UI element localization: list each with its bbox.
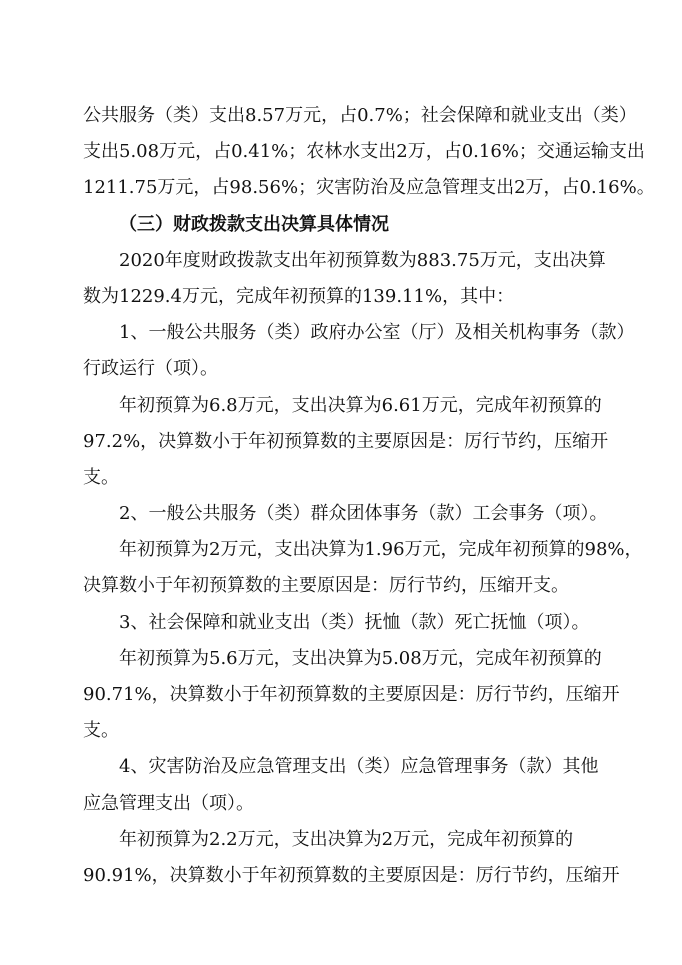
text-line: 97.2%，决算数小于年初预算数的主要原因是：厉行节约，压缩开 (83, 430, 609, 452)
text-line: 数为1229.4万元，完成年初预算的139.11%，其中： (83, 285, 515, 307)
text-line: 90.91%，决算数小于年初预算数的主要原因是：厉行节约，压缩开 (83, 864, 620, 886)
text-line: 支。 (83, 466, 119, 488)
text-line: 行政运行（项）。 (83, 358, 218, 380)
item-heading: 4、灾害防治及应急管理支出（类）应急管理事务（款）其他 (119, 756, 599, 778)
text-line: 2020年度财政拨款支出年初预算数为883.75万元，支出决算 (119, 249, 606, 271)
text-line: 决算数小于年初预算数的主要原因是：厉行节约，压缩开支。 (83, 575, 569, 597)
text-line: 年初预算为5.6万元，支出决算为5.08万元，完成年初预算的 (119, 647, 602, 669)
text-line: 年初预算为6.8万元，支出决算为6.61万元，完成年初预算的 (119, 394, 602, 416)
item-heading: 1、一般公共服务（类）政府办公室（厅）及相关机构事务（款） (119, 322, 635, 344)
text-line: 应急管理支出（项）。 (83, 792, 254, 814)
text-line: 90.71%，决算数小于年初预算数的主要原因是：厉行节约，压缩开 (83, 684, 620, 705)
item-heading: 2、一般公共服务（类）群众团体事务（款）工会事务（项）。 (119, 503, 608, 525)
text-line: 年初预算为2万元，支出决算为1.96万元，完成年初预算的98%， (119, 539, 643, 561)
text-line: 支出5.08万元，占0.41%；农林水支出2万，占0.16%；交通运输支出 (83, 141, 645, 163)
text-line: 年初预算为2.2万元，支出决算为2万元，完成年初预算的 (119, 828, 574, 850)
text-line: 支。 (83, 720, 119, 742)
section-heading: （三）财政拨款支出决算具体情况 (119, 213, 389, 235)
item-heading: 3、社会保障和就业支出（类）抚恤（款）死亡抚恤（项）。 (119, 611, 590, 633)
text-line: 公共服务（类）支出8.57万元，占0.7%；社会保障和就业支出（类） (83, 105, 637, 126)
text-line: 1211.75万元，占98.56%；灾害防治及应急管理支出2万，占0.16%。 (83, 177, 655, 199)
